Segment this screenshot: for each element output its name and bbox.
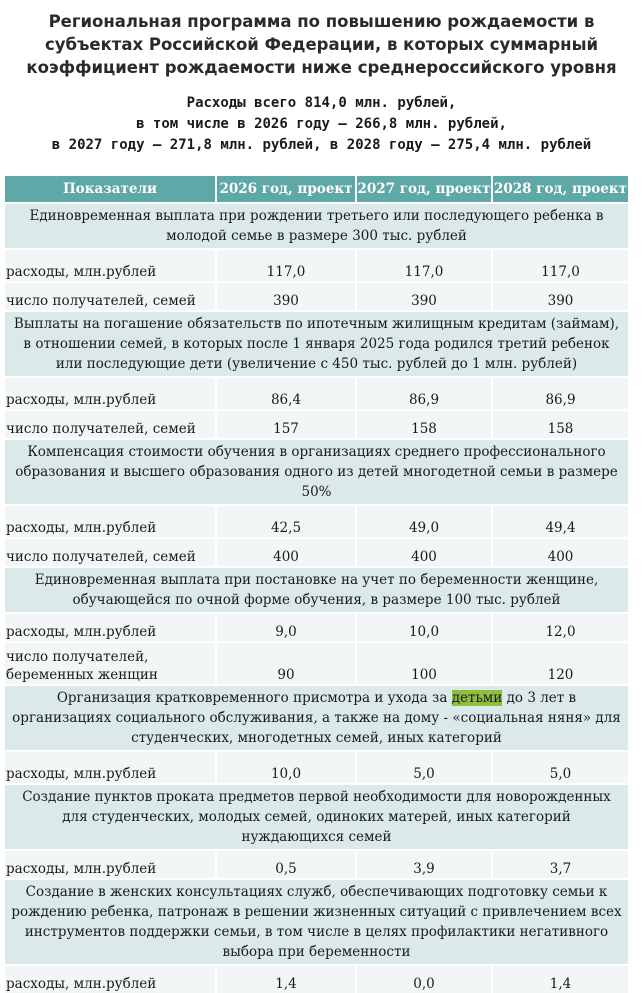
table-row (5, 282, 628, 311)
table-row (5, 505, 628, 538)
cell-2028: 400 (492, 538, 628, 567)
cell-2026: 117,0 (216, 249, 356, 282)
cell-2027: 390 (356, 282, 492, 311)
cell-2027: 158 (356, 410, 492, 439)
cell-2027: 100 (356, 642, 492, 685)
section-row (5, 439, 628, 505)
table-row (5, 613, 628, 642)
cell-2028: 158 (492, 410, 628, 439)
cell-2026: 9,0 (216, 613, 356, 642)
cell-2026: 157 (216, 410, 356, 439)
table-row (5, 642, 628, 685)
cell-2027: 5,0 (356, 751, 492, 784)
cell-2028: 1,4 (492, 965, 628, 993)
table-row (5, 249, 628, 282)
cell-2027: 0,0 (356, 965, 492, 993)
cell-2026: 0,5 (216, 850, 356, 879)
indicators-table (5, 176, 628, 993)
title-text: до 3 лет в организациях социального обслуживания, а также на дому - «социальная няня» для студенческих, многодетных семей, иных категорий (12, 690, 621, 746)
cell-2027: 10,0 (356, 613, 492, 642)
cell-2028: 3,7 (492, 850, 628, 879)
cell-2028: 5,0 (492, 751, 628, 784)
summary-line: Расходы всего 814,0 млн. рублей, (186, 95, 457, 111)
header-2028: 2028 год, проект (492, 176, 628, 203)
table-row (5, 410, 628, 439)
section-title: Создание пунктов проката предметов первой необходимости для новорожденных для студенческих, молодых семей, одиноких матерей, иных категорий нуждающихся семей (5, 784, 628, 850)
row-label: число получателей, семей (5, 282, 216, 311)
cell-2028: 120 (492, 642, 628, 685)
title-line: субъектах Российской Федерации, в которых суммарный (44, 35, 599, 54)
row-label: расходы, млн.рублей (5, 249, 216, 282)
cell-2026: 390 (216, 282, 356, 311)
section-title: Единовременная выплата при постановке на учет по беременности женщине, обучающейся по очной форме обучения, в размере 100 тыс. рублей (5, 567, 628, 613)
section-row (5, 784, 628, 850)
section-row (5, 203, 628, 249)
cell-2026: 86,4 (216, 377, 356, 410)
cell-2026: 400 (216, 538, 356, 567)
table-row (5, 377, 628, 410)
cell-2028: 49,4 (492, 505, 628, 538)
row-label: расходы, млн.рублей (5, 613, 216, 642)
cell-2027: 3,9 (356, 850, 492, 879)
section-title: Компенсация стоимости обучения в организациях среднего профессионального образования и высшего образования одного из детей многодетной семьи в размере 50% (5, 439, 628, 505)
cell-2027: 49,0 (356, 505, 492, 538)
cell-2027: 400 (356, 538, 492, 567)
title-line: коэффициент рождаемости ниже среднероссийского уровня (26, 58, 617, 77)
table-row (5, 850, 628, 879)
header-2026: 2026 год, проект (216, 176, 356, 203)
cell-2028: 390 (492, 282, 628, 311)
section-title (5, 685, 628, 751)
row-label: расходы, млн.рублей (5, 751, 216, 784)
summary-line: в 2027 году – 271,8 млн. рублей, в 2028 году – 275,4 млн. рублей (51, 137, 592, 153)
row-label: число получателей, семей (5, 410, 216, 439)
section-title: Создание в женских консультациях служб, обеспечивающих подготовку семьи к рождению ребенка, патронаж в решении жизненных ситуаций с привлечением всех инструментов поддержки семьи, в том числе в целях профилактики негативного выбора при беременности (5, 879, 628, 965)
table-row (5, 538, 628, 567)
section-row (5, 567, 628, 613)
cell-2026: 10,0 (216, 751, 356, 784)
cell-2026: 1,4 (216, 965, 356, 993)
section-row (5, 311, 628, 377)
header-indicators: Показатели (5, 176, 216, 203)
section-title: Единовременная выплата при рождении третьего или последующего ребенка в молодой семье в размере 300 тыс. рублей (5, 203, 628, 249)
title-line: Региональная программа по повышению рождаемости в (48, 12, 595, 31)
row-label: число получателей, семей (5, 538, 216, 567)
cell-2027: 117,0 (356, 249, 492, 282)
header-2027: 2027 год, проект (356, 176, 492, 203)
cell-2028: 117,0 (492, 249, 628, 282)
cell-2028: 86,9 (492, 377, 628, 410)
cell-2026: 42,5 (216, 505, 356, 538)
section-title: Выплаты на погашение обязательств по ипотечным жилищным кредитам (займам), в отношении семей, в которых после 1 января 2025 года родился третий ребенок или последующие дети (увеличение с 450 тыс. рублей до 1 млн. рублей) (5, 311, 628, 377)
summary-line: в том числе в 2026 году – 266,8 млн. рублей, (136, 116, 507, 132)
table-row (5, 965, 628, 993)
table-header-row (5, 176, 628, 203)
section-row (5, 685, 628, 751)
row-label: расходы, млн.рублей (5, 965, 216, 993)
cell-2027: 86,9 (356, 377, 492, 410)
cell-2028: 12,0 (492, 613, 628, 642)
expenses-summary (0, 93, 643, 156)
row-label: расходы, млн.рублей (5, 377, 216, 410)
document-title (0, 10, 643, 79)
title-text: Организация кратковременного присмотра и ухода за (56, 690, 452, 706)
cell-2026: 90 (216, 642, 356, 685)
table-row (5, 751, 628, 784)
row-label: расходы, млн.рублей (5, 505, 216, 538)
row-label: число получателей, беременных женщин (5, 642, 216, 685)
section-row (5, 879, 628, 965)
row-label: расходы, млн.рублей (5, 850, 216, 879)
highlighted-word: детьми (451, 690, 503, 706)
